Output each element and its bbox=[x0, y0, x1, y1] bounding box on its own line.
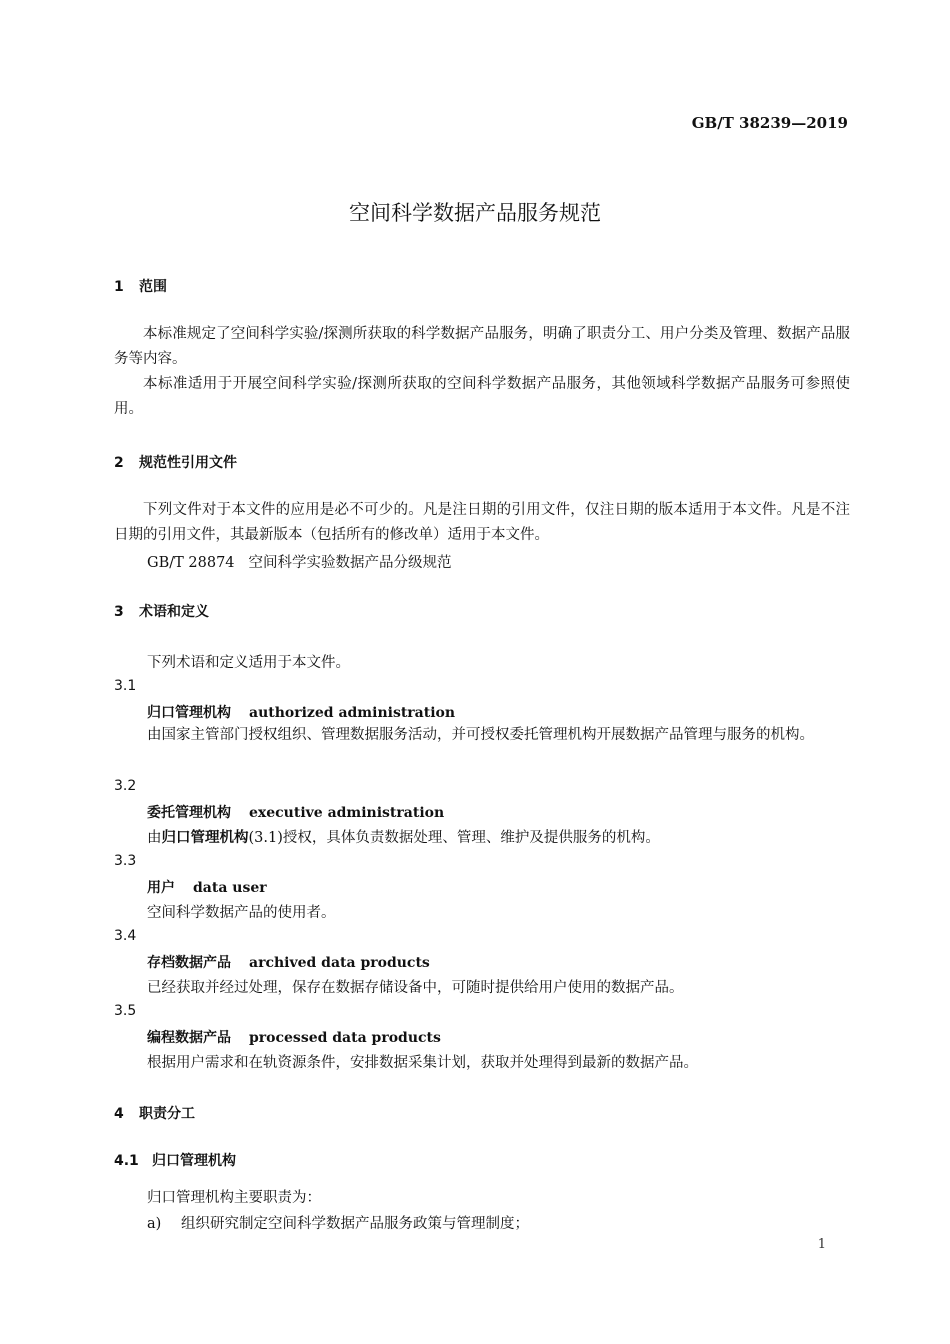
term-en: archived data products bbox=[249, 955, 430, 971]
reference-name: 空间科学实验数据产品分级规范 bbox=[248, 555, 452, 571]
section-title: 职责分工 bbox=[139, 1106, 195, 1122]
list-item-label: a) bbox=[147, 1216, 162, 1232]
term-heading bbox=[147, 702, 455, 722]
cross-reference-term: 归口管理机构 bbox=[161, 830, 249, 846]
term-en: authorized administration bbox=[249, 705, 456, 721]
term-number: 3.3 bbox=[114, 853, 137, 869]
term-heading bbox=[147, 802, 444, 822]
term-en: executive administration bbox=[249, 805, 445, 821]
section-number: 2 bbox=[114, 455, 124, 471]
subsection-intro: 归口管理机构主要职责为： bbox=[147, 1190, 321, 1206]
term-number: 3.5 bbox=[114, 1003, 137, 1019]
section-1-paragraph-1: 本标准规定了空间科学实验/探测所获取的科学数据产品服务，明确了职责分工、用户分类及管理、数据产品服务等内容。 bbox=[114, 326, 850, 367]
section-3-heading bbox=[114, 601, 209, 621]
section-1-paragraph-2: 本标准适用于开展空间科学实验/探测所获取的空间科学数据产品服务，其他领域科学数据产品服务可参照使用。 bbox=[114, 376, 850, 417]
definition-prefix: 由 bbox=[147, 830, 162, 846]
reference-code: GB/T 28874 bbox=[147, 555, 235, 571]
document-title: 空间科学数据产品服务规范 bbox=[349, 201, 601, 225]
subsection-number: 4.1 bbox=[114, 1153, 139, 1169]
section-3-intro: 下列术语和定义适用于本文件。 bbox=[147, 655, 350, 671]
section-1-heading bbox=[114, 276, 167, 296]
section-4-heading bbox=[114, 1103, 195, 1123]
term-definition: 已经获取并经过处理，保存在数据存储设备中，可随时提供给用户使用的数据产品。 bbox=[147, 980, 684, 996]
list-item bbox=[147, 1212, 529, 1233]
subsection-title: 归口管理机构 bbox=[152, 1153, 236, 1169]
term-definition: 根据用户需求和在轨资源条件，安排数据采集计划，获取并处理得到最新的数据产品。 bbox=[147, 1055, 698, 1071]
section-number: 3 bbox=[114, 604, 124, 620]
normative-reference bbox=[147, 551, 452, 572]
section-title: 范围 bbox=[139, 279, 167, 295]
term-heading bbox=[147, 1027, 441, 1047]
term-definition bbox=[147, 826, 660, 847]
section-number: 1 bbox=[114, 279, 124, 295]
definition-rest: (3.1)授权，具体负责数据处理、管理、维护及提供服务的机构。 bbox=[248, 830, 660, 846]
term-zh: 用户 bbox=[147, 880, 175, 896]
section-2-heading bbox=[114, 452, 237, 472]
term-en: data user bbox=[193, 880, 267, 896]
section-2-paragraph: 下列文件对于本文件的应用是必不可少的。凡是注日期的引用文件，仅注日期的版本适用于本文件。凡是不注日期的引用文件，其最新版本（包括所有的修改单）适用于本文件。 bbox=[114, 502, 850, 543]
subsection-4-1-heading bbox=[114, 1150, 236, 1170]
term-definition: 空间科学数据产品的使用者。 bbox=[147, 905, 336, 921]
term-number: 3.4 bbox=[114, 928, 137, 944]
list-item-text: 组织研究制定空间科学数据产品服务政策与管理制度； bbox=[181, 1216, 529, 1232]
page-number: 1 bbox=[817, 1237, 826, 1252]
term-number: 3.2 bbox=[114, 778, 137, 794]
term-zh: 委托管理机构 bbox=[147, 805, 231, 821]
section-number: 4 bbox=[114, 1106, 124, 1122]
term-zh: 存档数据产品 bbox=[147, 955, 231, 971]
term-en: processed data products bbox=[249, 1030, 441, 1046]
standard-number: GB/T 38239—2019 bbox=[691, 114, 848, 132]
term-heading bbox=[147, 952, 430, 972]
term-zh: 编程数据产品 bbox=[147, 1030, 231, 1046]
term-number: 3.1 bbox=[114, 678, 137, 694]
section-title: 规范性引用文件 bbox=[139, 455, 237, 471]
term-zh: 归口管理机构 bbox=[147, 705, 231, 721]
term-heading bbox=[147, 877, 267, 897]
term-definition: 由国家主管部门授权组织、管理数据服务活动，并可授权委托管理机构开展数据产品管理与服务的机构。 bbox=[147, 727, 814, 743]
section-title: 术语和定义 bbox=[139, 604, 209, 620]
